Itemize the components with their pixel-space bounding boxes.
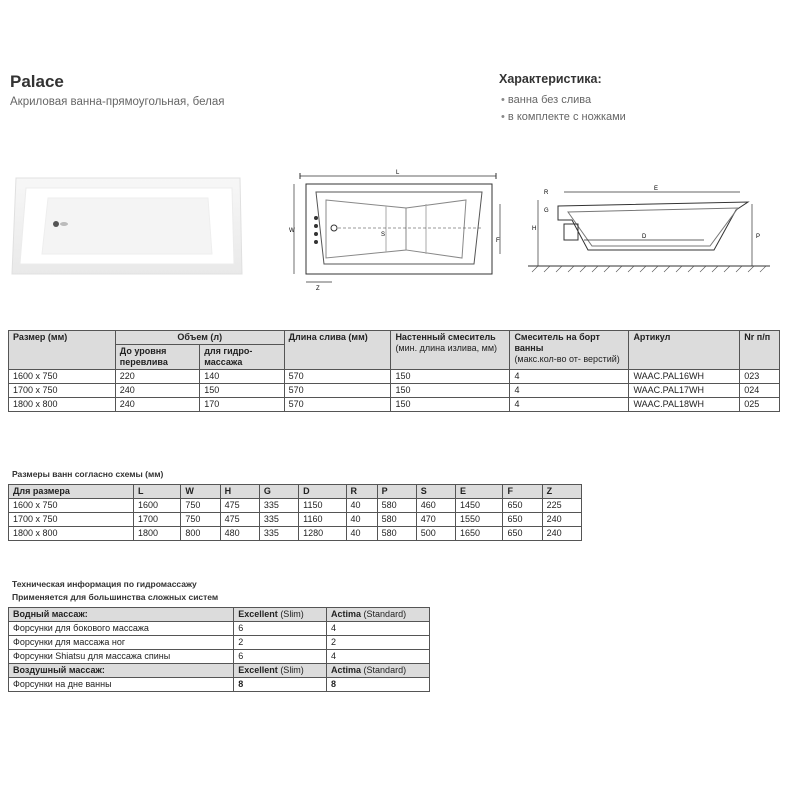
cell: 800 — [181, 527, 220, 541]
cell: WAAC.PAL17WH — [629, 384, 740, 398]
table-row — [9, 499, 582, 513]
cell: 750 — [181, 499, 220, 513]
cell: 475 — [220, 499, 259, 513]
cell: 750 — [181, 513, 220, 527]
hydro-caption-2: Применяется для большинства сложных систем — [12, 592, 219, 602]
top-view-diagram — [286, 164, 506, 294]
dim-label-D: D — [642, 234, 647, 240]
cell: 650 — [503, 527, 542, 541]
cell: 225 — [542, 499, 581, 513]
cell: 1600 x 750 — [9, 499, 134, 513]
th-rim-mixer-label: Смеситель на борт ванны — [514, 332, 600, 353]
cell: 4 — [510, 370, 629, 384]
cell: 460 — [416, 499, 455, 513]
table-row — [9, 384, 780, 398]
cell: 024 — [740, 384, 780, 398]
cell: 6 — [234, 622, 327, 636]
th-actima-air — [327, 664, 430, 678]
cell: 650 — [503, 513, 542, 527]
hydromassage-table — [8, 607, 430, 692]
cell: 335 — [259, 513, 298, 527]
th-size: Размер (мм) — [9, 331, 116, 370]
cell: 2 — [327, 636, 430, 650]
th-to-overflow: До уровня перевлива — [115, 345, 199, 370]
th-H: H — [220, 485, 259, 499]
th-for-size: Для размера — [9, 485, 134, 499]
cell: 335 — [259, 527, 298, 541]
cell: 4 — [510, 398, 629, 412]
th-excellent-type: (Slim) — [280, 609, 304, 619]
th-volume: Объем (л) — [115, 331, 284, 345]
dim-label-S: S — [381, 232, 386, 238]
cell: Форсунки для бокового массажа — [9, 622, 234, 636]
th-nr: Nr п/п — [740, 331, 780, 370]
cell: 40 — [346, 499, 377, 513]
dim-label-E: E — [654, 186, 659, 192]
table-row — [9, 513, 582, 527]
th-P: P — [377, 485, 416, 499]
cell: 475 — [220, 513, 259, 527]
characteristic-item: • ванна без слива — [501, 92, 626, 109]
th-S: S — [416, 485, 455, 499]
cell: 1650 — [456, 527, 503, 541]
cell: 1700 x 750 — [9, 384, 116, 398]
cell: 570 — [284, 370, 391, 384]
cell: 480 — [220, 527, 259, 541]
cell: 40 — [346, 527, 377, 541]
th-actima-type: (Standard) — [363, 609, 407, 619]
cell: 2 — [234, 636, 327, 650]
cell: 650 — [503, 499, 542, 513]
cell: 1160 — [299, 513, 346, 527]
cell: 580 — [377, 513, 416, 527]
th-actima-name: Actima — [331, 609, 362, 619]
dim-label-F: F — [496, 238, 500, 244]
cell: 580 — [377, 499, 416, 513]
cell: 240 — [115, 398, 199, 412]
cell: 240 — [542, 527, 581, 541]
cell: 220 — [115, 370, 199, 384]
dim-label-L: L — [396, 170, 400, 176]
th-G: G — [259, 485, 298, 499]
dim-label-P: P — [756, 234, 761, 240]
product-subtitle: Акриловая ванна-прямоугольная, белая — [10, 96, 225, 108]
th-excellent — [234, 608, 327, 622]
cell: 1150 — [299, 499, 346, 513]
characteristic-item: • в комплекте с ножками — [501, 109, 626, 126]
cell: 8 — [234, 678, 327, 692]
cell: 150 — [391, 384, 510, 398]
th-L: L — [134, 485, 181, 499]
cell: WAAC.PAL16WH — [629, 370, 740, 384]
specs-table — [8, 330, 780, 412]
cell: 1700 x 750 — [9, 513, 134, 527]
dim-label-H: H — [532, 226, 537, 232]
cell: 570 — [284, 398, 391, 412]
cell: 023 — [740, 370, 780, 384]
th-drain-length: Длина слива (мм) — [284, 331, 391, 370]
cell: 4 — [327, 650, 430, 664]
th-W: W — [181, 485, 220, 499]
cell: Форсунки Shiatsu для массажа спины — [9, 650, 234, 664]
dimensions-caption: Размеры ванн согласно схемы (мм) — [12, 469, 164, 479]
cell: Форсунки на дне ванны — [9, 678, 234, 692]
th-excellent-air — [234, 664, 327, 678]
dim-label-R: R — [544, 190, 549, 196]
cell: 4 — [327, 622, 430, 636]
table-row — [9, 678, 430, 692]
cell: 570 — [284, 384, 391, 398]
cell: 6 — [234, 650, 327, 664]
th-excellent-name: Excellent — [238, 609, 278, 619]
th-excellent-air-type: (Slim) — [280, 665, 304, 675]
cell: Форсунки для массажа ног — [9, 636, 234, 650]
cell: 240 — [115, 384, 199, 398]
cell: 240 — [542, 513, 581, 527]
cell: 8 — [327, 678, 430, 692]
cell: 1800 x 800 — [9, 527, 134, 541]
cell: 1550 — [456, 513, 503, 527]
cell: 1600 x 750 — [9, 370, 116, 384]
cell: 150 — [391, 370, 510, 384]
th-article: Артикул — [629, 331, 740, 370]
cell: WAAC.PAL18WH — [629, 398, 740, 412]
th-Z: Z — [542, 485, 581, 499]
characteristics-list — [501, 92, 626, 126]
cell: 1800 x 800 — [9, 398, 116, 412]
th-hydro: для гидро- массажа — [200, 345, 284, 370]
th-wall-mixer — [391, 331, 510, 370]
side-view-diagram — [524, 180, 774, 280]
cell: 1600 — [134, 499, 181, 513]
th-rim-mixer — [510, 331, 629, 370]
product-title: Palace — [10, 72, 64, 91]
cell: 40 — [346, 513, 377, 527]
cell: 150 — [200, 384, 284, 398]
cell: 335 — [259, 499, 298, 513]
dimensions-table — [8, 484, 582, 541]
cell: 4 — [510, 384, 629, 398]
cell: 150 — [391, 398, 510, 412]
table-row — [9, 527, 582, 541]
th-water-massage: Водный массаж: — [9, 608, 234, 622]
th-wall-mixer-note: (мин. длина излива, мм) — [395, 343, 498, 353]
th-excellent-air-name: Excellent — [238, 665, 278, 675]
cell: 1280 — [299, 527, 346, 541]
th-actima-air-name: Actima — [331, 665, 362, 675]
table-row — [9, 370, 780, 384]
th-actima — [327, 608, 430, 622]
dim-label-Z: Z — [316, 286, 320, 292]
cell: 500 — [416, 527, 455, 541]
th-wall-mixer-label: Настенный смеситель — [395, 332, 496, 342]
table-row — [9, 636, 430, 650]
bathtub-photo — [8, 170, 244, 280]
table-row — [9, 622, 430, 636]
table-row — [9, 650, 430, 664]
cell: 580 — [377, 527, 416, 541]
th-E: E — [456, 485, 503, 499]
cell: 025 — [740, 398, 780, 412]
th-R: R — [346, 485, 377, 499]
cell: 470 — [416, 513, 455, 527]
th-air-massage: Воздушный массаж: — [9, 664, 234, 678]
characteristics-title: Характеристика: — [499, 72, 602, 86]
cell: 140 — [200, 370, 284, 384]
cell: 170 — [200, 398, 284, 412]
th-rim-mixer-note: (макс.кол-во от- верстий) — [514, 354, 620, 364]
dim-label-W: W — [289, 228, 295, 234]
cell: 1450 — [456, 499, 503, 513]
cell: 1800 — [134, 527, 181, 541]
hydro-caption-1: Техническая информация по гидромассажу — [12, 579, 197, 589]
th-actima-air-type: (Standard) — [363, 665, 407, 675]
cell: 1700 — [134, 513, 181, 527]
th-D: D — [299, 485, 346, 499]
table-row — [9, 398, 780, 412]
dim-label-G: G — [544, 208, 549, 214]
th-F: F — [503, 485, 542, 499]
